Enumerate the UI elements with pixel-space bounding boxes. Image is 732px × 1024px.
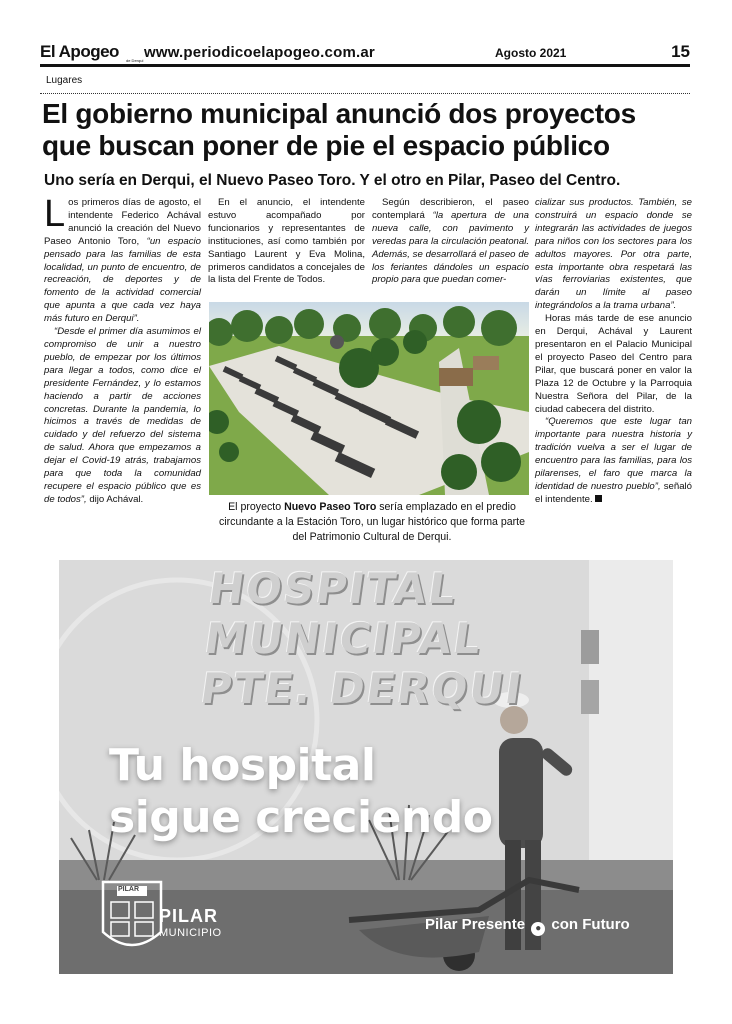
- article-column-1: [44, 193, 201, 507]
- dotted-divider: [40, 93, 690, 94]
- quote-run: “la apertura de una nueva calle, con pavimento y veredas para la circulación peatonal. Además, se desarrollará el paseo de los feriantes dándoles un espacio propio para que puedan comer-: [372, 209, 529, 286]
- article-column-3: [372, 197, 529, 287]
- slogan-left: Pilar Presente: [425, 916, 526, 933]
- crest-label: PILAR: [118, 886, 139, 893]
- quote-run: cializar sus productos. También, se construirá un espacio donde se integrarán las actividades de juegos para niños con los sectores para los adultos mayores. Por otra parte, esta importante obra respetará las vías ferroviarias existentes, que darán un límite al paseo integrándolos a la trama urbana”.: [535, 197, 692, 312]
- end-of-article-mark: [595, 495, 602, 502]
- quote-run: “Queremos que este lugar tan importante para nuestra historia y tradición vuelva a ser el lugar de encuentro para las familias, para los pilarenses, el faro que marca la identidad de nuestro pueblo”,: [535, 416, 692, 492]
- ad-slogan: [425, 916, 630, 936]
- paragraph: [44, 193, 201, 326]
- hospital-sign-line-2: MUNICIPAL: [201, 614, 486, 663]
- masthead-rule: [40, 64, 690, 67]
- ad-headline-line-2: sigue creciendo: [109, 792, 493, 843]
- article-column-4: [535, 197, 692, 507]
- hospital-sign-line-3: PTE. DERQUI: [197, 664, 527, 713]
- hospital-sign-line-1: HOSPITAL: [205, 564, 461, 613]
- newspaper-logo: El Apogeo: [40, 42, 119, 61]
- ad-headline-line-1: Tu hospital: [109, 740, 376, 791]
- municipio-logo-sub: MUNICIPIO: [159, 927, 222, 939]
- paragraph: Horas más tarde de ese anuncio en Derqui, Achával y Laurent presentaron en el Palacio Municipal el proyecto Paseo del Centro para Pilar, que buscará poner en valor la Plaza 12 de Octubre y la Parroquia Nuestra Señora del Pilar, de la ciudad cabecera del distrito.: [535, 313, 692, 415]
- paragraph: [372, 197, 529, 287]
- text-run: os primeros días de agosto, el intendente Federico Achával anunció la creación del Nuevo Paseo Antonio Toro,: [44, 197, 201, 247]
- paragraph: [535, 197, 692, 313]
- website-url[interactable]: www.periodicoelapogeo.com.ar: [144, 44, 375, 61]
- section-label: Lugares: [46, 75, 83, 86]
- slogan-right: con Futuro: [551, 916, 630, 933]
- municipio-logo-name: PILAR: [159, 906, 218, 926]
- article-headline: El gobierno municipal anunció dos proyectos que buscan poner de pie el espacio público: [42, 98, 636, 161]
- ad-headline: [109, 740, 492, 844]
- text-run: Según describieron, el paseo contemplará: [372, 197, 529, 221]
- photo-caption: [212, 500, 532, 545]
- drop-cap: L: [44, 193, 66, 235]
- article-subhead: Uno sería en Derqui, el Nuevo Paseo Toro. Y el otro en Pilar, Paseo del Centro.: [44, 172, 621, 189]
- text-run: dijo Achával.: [86, 493, 144, 505]
- paragraph: [44, 326, 201, 507]
- caption-text: sería emplazado en el predio circundante a la Estación Toro, un lugar histórico que forma parte del Patrimonio Cultural de Derqui.: [218, 501, 526, 543]
- rendering-illustration: [209, 302, 529, 495]
- quote-run: “Desde el primer día asumimos el compromiso de unir a nuestro pueblo, de empezar por los últimos para llegar a todos, como dice el presidente Fernández, y lo estamos haciendo a partir de acciones concretas. Durante la pandemia, lo hicimos a través de medidas de cuidado y del refuerzo del sistema de salud. Ahora que empezamos a dejar el Covid-19 atrás, trabajamos para que toda la comunidad recupere el espacio público que es de todos”,: [44, 326, 201, 505]
- issue-date: Agosto 2021: [495, 46, 567, 60]
- article-column-2: [208, 197, 365, 287]
- paseo-toro-rendering: [209, 302, 529, 495]
- caption-text: El proyecto: [228, 501, 285, 513]
- quote-run: “un espacio pensado para las familias de esta localidad, un punto de encuentro, de recreación, de deportes y de fomento de la actividad comercial que apunta a que cada vez haya más futuro en Derqui”.: [44, 235, 201, 325]
- paragraph: [535, 416, 692, 506]
- newspaper-logo-sub: de Derqui: [126, 58, 144, 63]
- hospital-advertisement: [59, 560, 673, 974]
- text-run: señaló el intendente.: [535, 480, 693, 505]
- caption-project-name: Nuevo Paseo Toro: [284, 501, 377, 513]
- masthead: [40, 42, 690, 64]
- page-number: 15: [671, 42, 690, 61]
- slogan-bullet-icon: ●: [531, 922, 545, 936]
- paragraph: En el anuncio, el intendente estuvo acompañado por funcionarios y representantes de instituciones, así como también por Santiago Laurent y Eva Molina, primeros candidatos a concejales de la lista del Frente de Todos.: [208, 197, 365, 286]
